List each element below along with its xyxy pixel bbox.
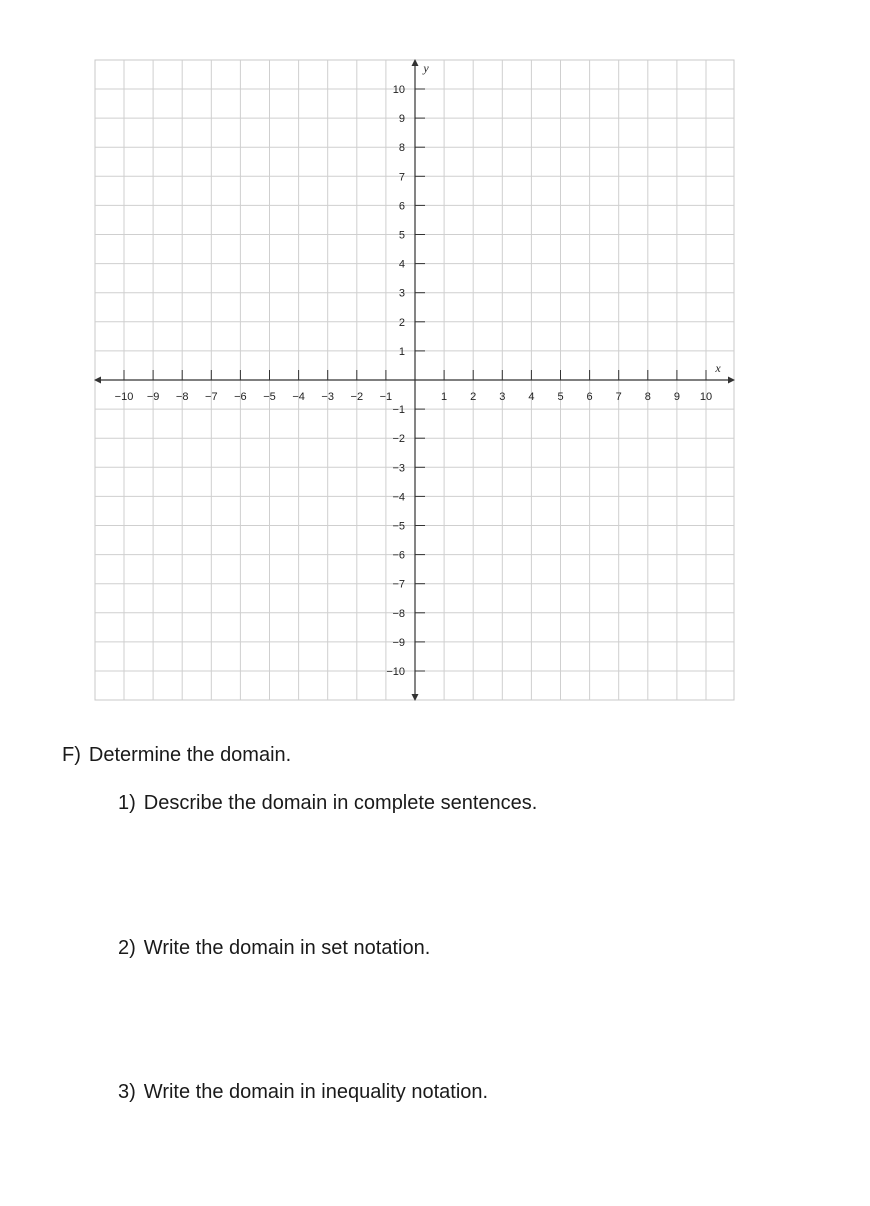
question-text: Determine the domain.: [88, 744, 292, 766]
y-tick-label: 7: [398, 171, 405, 184]
subquestion-text: Write the domain in set notation.: [143, 937, 431, 959]
subquestion-text: Write the domain in inequality notation.: [143, 1081, 489, 1103]
x-tick-label: 7: [615, 391, 622, 403]
y-axis-label: y: [423, 61, 429, 75]
y-tick-label: 5: [398, 229, 405, 242]
subquestion-number: 2): [118, 937, 136, 959]
x-tick-label: −5: [263, 391, 276, 403]
subquestion-text: Describe the domain in complete sentences.: [143, 792, 538, 814]
y-tick-label: 3: [398, 287, 405, 300]
y-tick-label: −3: [392, 462, 405, 475]
subquestion-1: [118, 792, 537, 815]
x-tick-label: −7: [205, 391, 218, 403]
y-tick-label: −9: [392, 636, 405, 649]
x-tick-label: −6: [234, 391, 247, 403]
x-tick-label: −1: [379, 391, 393, 403]
x-tick-label: −4: [292, 391, 305, 403]
y-tick-label: 2: [398, 316, 405, 329]
x-tick-label: −8: [175, 391, 189, 403]
x-tick-label: 8: [644, 391, 651, 403]
y-tick-label: 4: [398, 258, 405, 271]
y-tick-label: 8: [398, 142, 405, 155]
y-tick-label: 10: [392, 84, 405, 96]
x-tick-label: 5: [557, 391, 564, 403]
subquestion-3: [118, 1081, 488, 1104]
subquestion-number: 3): [118, 1081, 136, 1103]
y-tick-label: −2: [392, 433, 405, 446]
y-tick-label: 1: [398, 345, 405, 358]
x-tick-label: 3: [499, 391, 506, 403]
x-tick-label: −2: [350, 391, 364, 403]
y-tick-label: −6: [392, 549, 405, 562]
y-tick-label: 6: [398, 200, 405, 213]
y-tick-label: −8: [392, 607, 405, 620]
x-tick-label: 2: [470, 391, 477, 403]
x-tick-label: −10: [114, 391, 134, 403]
x-tick-label: −9: [146, 391, 160, 403]
x-tick-label: 9: [673, 391, 680, 403]
y-tick-label: −4: [392, 491, 405, 504]
y-tick-label: −5: [392, 520, 405, 533]
subquestion-number: 1): [118, 792, 136, 814]
y-tick-label: 9: [398, 113, 405, 126]
x-tick-label: 4: [528, 391, 535, 403]
x-tick-label: 10: [699, 391, 713, 403]
x-axis-label: x: [715, 361, 721, 375]
x-tick-label: −3: [321, 391, 334, 403]
subquestion-2: [118, 937, 430, 960]
x-tick-label: 1: [441, 391, 448, 403]
y-tick-label: −10: [386, 666, 405, 678]
x-tick-label: 6: [586, 391, 593, 403]
question-label: F): [62, 744, 81, 766]
question-heading: [62, 744, 291, 767]
y-tick-label: −7: [392, 578, 405, 591]
y-tick-label: −1: [392, 404, 405, 417]
